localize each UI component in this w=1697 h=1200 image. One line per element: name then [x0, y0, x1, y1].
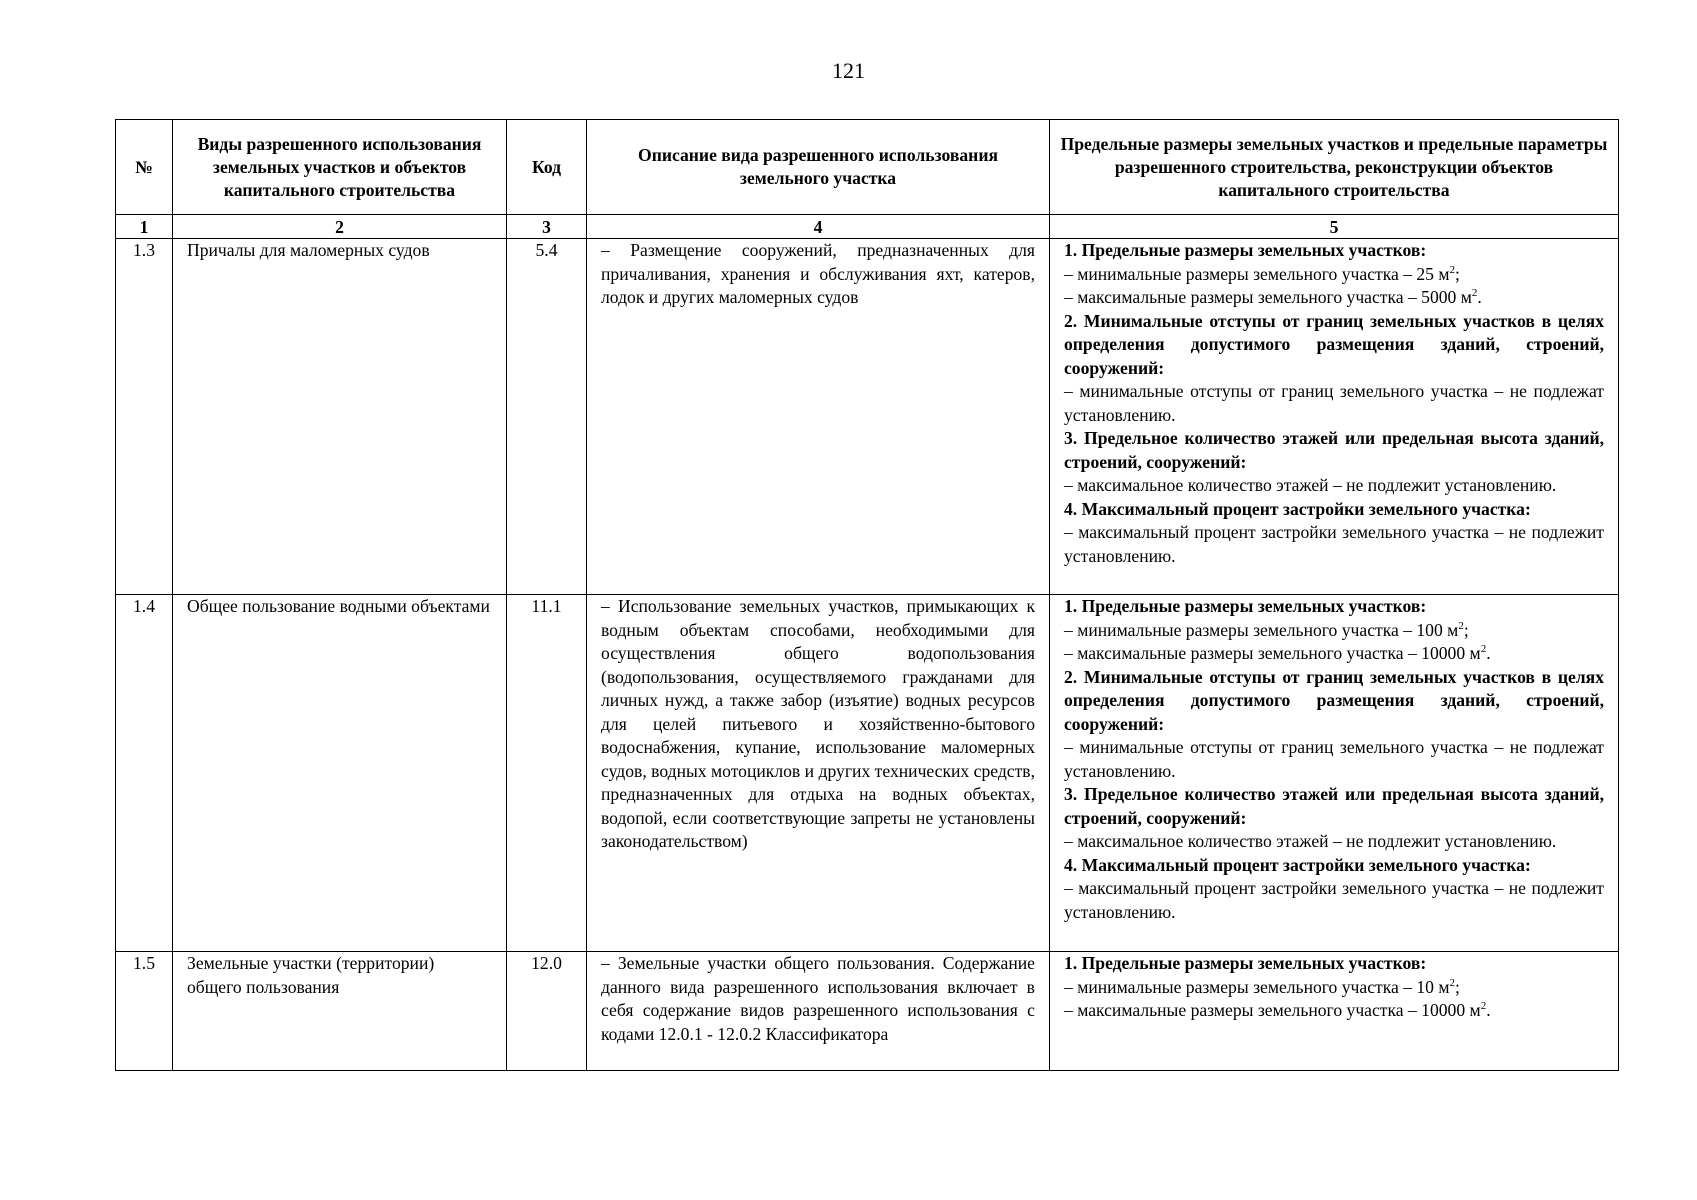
- param-heading: 4. Максимальный процент застройки земельного участка:: [1064, 854, 1531, 875]
- use-code: 12.0: [507, 952, 587, 1071]
- table-row: [116, 239, 1619, 595]
- param-floors: – максимальное количество этажей – не подлежит установлению.: [1064, 475, 1557, 495]
- header-parameters: Предельные размеры земельных участков и предельные параметры разрешенного строительства, реконструкции объектов капитального строительства: [1050, 120, 1619, 215]
- table-row: [116, 952, 1619, 1071]
- param-min-size: – минимальные размеры земельного участка – 10 $м^2$;: [1064, 976, 1460, 997]
- use-parameters: [1050, 239, 1619, 595]
- row-number: 1.4: [116, 595, 173, 952]
- param-coverage: – максимальный процент застройки земельного участка – не подлежит установлению.: [1064, 522, 1604, 566]
- param-heading: 3. Предельное количество этажей или предельная высота зданий, строений, сооружений:: [1064, 428, 1604, 472]
- header-description: Описание вида разрешенного использования земельного участка: [587, 120, 1050, 215]
- header-code: Код: [507, 120, 587, 215]
- column-number-row: [116, 215, 1619, 239]
- param-heading: 3. Предельное количество этажей или предельная высота зданий, строений, сооружений:: [1064, 784, 1604, 828]
- use-type-name: Земельные участки (территории) общего пользования: [173, 952, 507, 1071]
- param-heading: 1. Предельные размеры земельных участков:: [1064, 596, 1427, 616]
- table-header-row: [116, 120, 1619, 215]
- param-heading: 1. Предельные размеры земельных участков:: [1064, 953, 1427, 973]
- use-type-name: Причалы для маломерных судов: [173, 239, 507, 595]
- row-number: 1.5: [116, 952, 173, 1071]
- column-number: 3: [507, 215, 587, 239]
- use-description: – Использование земельных участков, примыкающих к водным объектам способами, необходимыми для осуществления общего водопользования (водопользования, осуществляемого гражданами для личных нужд, а также забор (изъятие) водных ресурсов для целей питьевого и хозяйственно-бытового водоснабжения, купание, использование маломерных судов, водных мотоциклов и других технических средств, предназначенных для отдыха на водных объектах, водопой, если соответствующие запреты не установлены законодательством): [587, 595, 1050, 952]
- param-setback: – минимальные отступы от границ земельного участка – не подлежат установлению.: [1064, 381, 1604, 425]
- row-number: 1.3: [116, 239, 173, 595]
- permitted-use-table: [115, 119, 1619, 1071]
- use-parameters: [1050, 595, 1619, 952]
- header-use-type: Виды разрешенного использования земельных участков и объектов капитального строительства: [173, 120, 507, 215]
- column-number: 5: [1050, 215, 1619, 239]
- use-type-name: Общее пользование водными объектами: [173, 595, 507, 952]
- use-parameters: [1050, 952, 1619, 1071]
- column-number: 4: [587, 215, 1050, 239]
- column-number: 2: [173, 215, 507, 239]
- use-code: 5.4: [507, 239, 587, 595]
- param-min-size: – минимальные размеры земельного участка – 100 $м^2$;: [1064, 619, 1469, 640]
- param-heading: 1. Предельные размеры земельных участков:: [1064, 240, 1427, 260]
- param-min-size: – минимальные размеры земельного участка – 25 $м^2$;: [1064, 263, 1460, 284]
- use-description: – Размещение сооружений, предназначенных для причаливания, хранения и обслуживания яхт, катеров, лодок и других маломерных судов: [587, 239, 1050, 595]
- param-setback: – минимальные отступы от границ земельного участка – не подлежат установлению.: [1064, 737, 1604, 781]
- use-description: – Земельные участки общего пользования. Содержание данного вида разрешенного использования включает в себя содержание видов разрешенного использования с кодами 12.0.1 - 12.0.2 Классификатора: [587, 952, 1050, 1071]
- param-max-size: – максимальные размеры земельного участка – 5000 $м^2$.: [1064, 287, 1482, 307]
- header-number: №: [116, 120, 173, 215]
- page-number: 121: [832, 58, 865, 83]
- column-number: 1: [116, 215, 173, 239]
- param-max-size: – максимальные размеры земельного участка – 10000 $м^2$.: [1064, 1000, 1491, 1020]
- param-max-size: – максимальные размеры земельного участка – 10000 $м^2$.: [1064, 643, 1491, 663]
- param-heading: 2. Минимальные отступы от границ земельных участков в целях определения допустимого размещения зданий, строений, сооружений:: [1064, 666, 1604, 734]
- param-heading: 4. Максимальный процент застройки земельного участка:: [1064, 498, 1531, 519]
- param-floors: – максимальное количество этажей – не подлежит установлению.: [1064, 831, 1557, 851]
- use-code: 11.1: [507, 595, 587, 952]
- param-coverage: – максимальный процент застройки земельного участка – не подлежит установлению.: [1064, 878, 1604, 922]
- table-row: [116, 595, 1619, 952]
- param-heading: 2. Минимальные отступы от границ земельных участков в целях определения допустимого размещения зданий, строений, сооружений:: [1064, 310, 1604, 378]
